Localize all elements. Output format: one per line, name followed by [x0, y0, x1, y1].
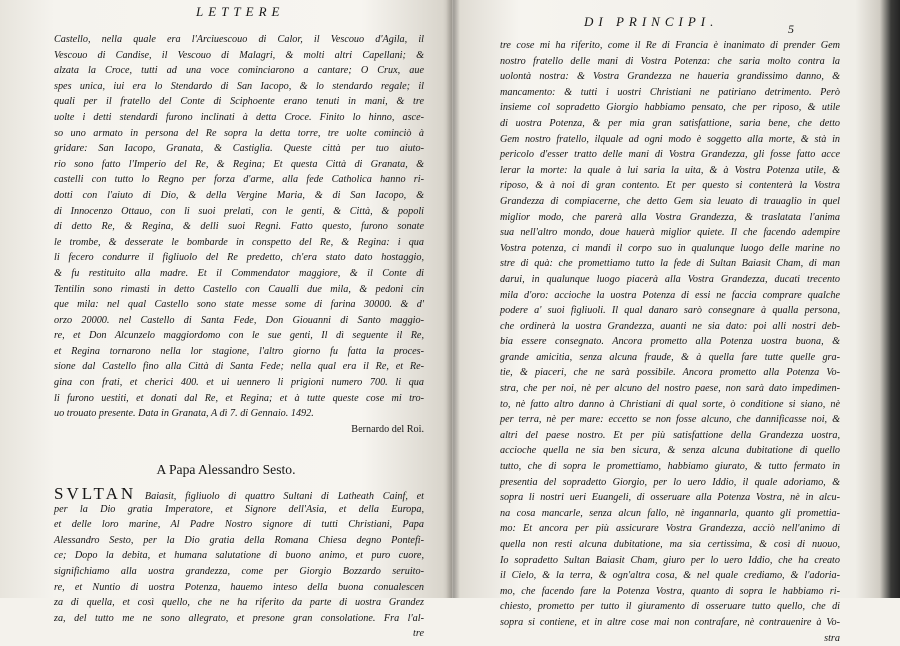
text-line: le trombe, & desserate le bombarde in conspetto del Re, & Regina: i qua: [54, 236, 424, 248]
text-line: nostro fratello delle mani di Vostra Potenza: che saria molto contra la: [500, 55, 840, 67]
text-line: sua nell'altro mondo, doue hauerà miglior quiete. Il che facendo adempire: [500, 227, 840, 239]
text-line: tre: [413, 628, 424, 640]
text-line: per la Dio gratia Imperatore, et Signore dell'Asia, et della Europa,: [54, 503, 424, 515]
text-line: mila d'oro: accioche la uostra Potenza di essi ne faccia comprare qualche: [500, 289, 840, 301]
text-line: di uostra Potenza, & per mia gran satisfattione, saria bene, che detto: [500, 117, 840, 129]
text-line: quella non resti alcuna dubitatione, ma sia certissima, & così di nuouo,: [500, 539, 840, 550]
text-line: rio sono fatto l'Imperio del Re, & Regina; Et questa Città di Granata, &: [54, 158, 424, 170]
text-line: quali per il fratello del Conte di Sciphoente erano tenuti in mani, & tre: [54, 96, 424, 108]
text-line: lerar la morte: la quale à lui saria la uita, & à Vostra Potenza utile, &: [500, 164, 840, 176]
running-head-left: LETTERE: [196, 4, 285, 19]
text-line: Tentilin sono rimasti in detto Castello con Caualli due mila, & pedoni cin: [54, 283, 424, 295]
text-line: spes unica, iui era lo Stendardo di San Iacopo, & lo stendardo regale; il: [54, 80, 424, 92]
running-head-right: DI PRINCIPI.: [584, 14, 719, 29]
text-line: que mila: nel qual Castello sono state messe some di farina 30000. & d': [54, 299, 424, 311]
right-body-text: [500, 38, 840, 646]
text-line: miglior modo, che parerà alla Vostra Grandezza, & traslatata l'anima: [500, 211, 840, 223]
text-line: pericolo d'esser tratto delle mani di Vostra Grandezza, gli fosse fatto acce: [500, 149, 840, 161]
text-line: orzo 20000. nel Castello di Santa Fede, Don Giouanni di Santo maggio-: [54, 314, 424, 326]
text-line: stre di quà: che promettiamo tutto la fede di Sultan Baiasit Cham, di man: [500, 258, 840, 270]
text-line: uo trouato presente. Data in Granata, A dì 7. di Gennaio. 1492.: [54, 408, 314, 420]
letter-text: [54, 486, 424, 642]
text-line: presentia del sopradetto Giorgio, per lo uero Iddio, il quale adoriamo, &: [500, 476, 840, 488]
text-line: Castello, nella quale era l'Arciuescouo di Calor, il Vescouo d'Agila, il: [54, 34, 424, 45]
text-line: Vescouo di Candise, il Vescouo di Malagri, & molti altri Capellani; &: [54, 49, 424, 61]
text-line: & fu restituito alla madre. Et il Commendator maggiore, & il Conte di: [54, 267, 424, 279]
text-line: Alessandro Sesto, per la Dio gratia della Romana Chiesa degno Pontefi-: [54, 534, 424, 546]
text-line: tie, & piaceri, che ne sarà possibile. Ancora prometto alla Potenza Vo-: [500, 367, 840, 379]
text-line: riposo, & à noi di gran contento. Et per questo si contenterà la Vostra: [500, 180, 840, 192]
text-line: li furono uestiti, et donati dal Re, et Regina; et à tutte queste cose mi tro-: [54, 392, 424, 404]
text-line: stra: [824, 632, 840, 644]
text-line: mo, che facendo fare la Potenza Vostra, quanto di sopra le habbiamo ri-: [500, 585, 840, 597]
text-line: il Cielo, & la terra, & ogn'altra cosa, & nel quale crediamo, & l'adoria-: [500, 570, 840, 582]
letter-first-line: SVLTAN Baiasit, figliuolo di quattro Sultani di Latheath Cainf, et: [54, 484, 425, 503]
text-line: ce; Dopo la debita, et humana salutatione di buono animo, et puro cuore,: [54, 550, 424, 562]
text-line: re, et Don Alcunzelo maggiordomo con le sue genti, Il dì seguente il Re,: [54, 330, 424, 342]
text-line: darui, in qualunque luogo piacerà alla Vostra Grandezza, ducati trecento: [500, 273, 840, 285]
text-line: sopra li nostri ueri Euangeli, di osseruare alla Potenza Vostra, nè in alcu-: [500, 492, 840, 504]
text-line: sione dal Castello fino alla Città di Santa Fede; nella qual era il Re, et Re-: [54, 361, 424, 373]
text-line: podere a' suoi figliuoli. Il qual danaro sarò consegnare à qualla persona,: [500, 305, 840, 317]
book-gutter: [446, 0, 460, 598]
text-line: na cosa mancarle, senza alcun fallo, nè ingannarla, quanto gli promettia-: [500, 507, 840, 519]
text-line: Vostra potenza, ci mandi il corpo suo in qualunque luogo delle marine no: [500, 242, 840, 254]
dropcap: SVLTAN: [54, 484, 137, 503]
right-page: [452, 0, 900, 644]
text-line: di detto Re, & Regina, & delli suoi Regni. Fatto questo, furono sonate: [54, 221, 424, 233]
text-line: bia essere consegnato. Ancora prometto alla Potenza uostra buona, &: [500, 336, 840, 348]
page-number: 5: [788, 22, 794, 36]
text-line: accioche quella ne sia ben sicura, & senza alcuna dubitatione di quello: [500, 445, 840, 457]
text-line: dotti con l'aiuto di Dio, & della Vergine Maria, & di San Iacopo, &: [54, 189, 424, 201]
text-line: so uno armato in persona del Re sopra la detta torre, tre uolte cominciò à: [54, 127, 424, 139]
text-line: et Regina tornarono nella lor stagione, l'altro giorno fu fatta la proces-: [54, 345, 424, 357]
signature: Bernardo del Roi.: [351, 424, 424, 435]
text-line: grande amicitia, senza alcuna fraude, & à quella fare tutte quelle gra-: [500, 351, 840, 363]
text-line: Grandezza di compiacerne, che detto Gem sia leuato di trauaglio in quel: [500, 195, 840, 207]
text-line: castelli con tutto lo Regno per forza d'arme, alla fede Catholica hanno ri-: [54, 174, 424, 186]
text-line: che ordinerà la uostra Grandezza, auanti ne sia dato: poi alli nostri deb-: [500, 320, 840, 332]
text-line: stra, che per noi, nè per alcuno del nostro paese, non sarà dato impedimen-: [500, 383, 840, 395]
text-line: gridare: San Iacopo, Granata, & Castiglia. Queste città per tuo aiuto-: [54, 143, 424, 155]
text-line: per terra, nè per mare: eccetto se non fosse alcuno, che dannificasse noi, &: [500, 414, 840, 426]
text-line: za, del tutto me ne sono allegrato, et presone gran consolatione. Fra l'al-: [54, 612, 424, 624]
text-line: Io sopradetto Sultan Baiasit Cham, giuro per lo uero Iddio, che ha creato: [500, 554, 840, 566]
text-line: uolte i detti stendardi furono inclinati à detta Croce. Finito lo hinno, asce-: [54, 111, 424, 123]
text-line: re, et Nuntio di uostra Potenza, hauemo inteso della buona conualescen: [54, 581, 424, 593]
text-line: di Innocenzo Ottauo, con li suoi prelati, con le genti, & Città, & popoli: [54, 205, 424, 217]
text-line: to, nè fatto altro danno à Christiani di qual sorte, ò conditione si siano, nè: [500, 398, 840, 410]
text-line: et delle loro marine, Al Padre Nostro signore di tutti Christiani, Papa: [54, 519, 424, 531]
left-page: [0, 0, 452, 640]
text-line: significhiamo alla uostra grandezza, come per Giorgio Bozzardo seruito-: [54, 565, 424, 577]
text-line: mo: Et ancora per più assicurare Vostra Grandezza, acciò nell'animo di: [500, 523, 840, 535]
left-body-text: [54, 32, 424, 422]
text-line: altri del paese nostro. Et per più satisfattione della Grandezza uostra,: [500, 429, 840, 441]
text-line: insieme col sopradetto Giorgio habbiamo pensato, che per riposo, & utile: [500, 102, 840, 114]
text-line: li fecero condurre il figliuolo del Re predetto, ch'era stato dato hostaggio,: [54, 252, 424, 264]
text-line: tre cose mi ha riferito, come il Re di Francia è inanimato di prender Gem: [500, 40, 840, 51]
text-line: mancamento: & tutti i uostri Christiani ne patiriano detrimento. Però: [500, 86, 840, 98]
text-line: sopra si contiene, et in altre cose mai non contrafare, nè contrauenire à Vo-: [500, 616, 840, 628]
text-line: gina con frati, et cherici 400. et ui uennero li prigioni numero 700. li qua: [54, 377, 424, 389]
text-line: za di quella, et così quello, che ne ha riferito da parte di uostra Grandez: [54, 597, 424, 609]
text-line: uolontà nostra: & Vostra Grandezza ne haueria grandissimo danno, &: [500, 71, 840, 83]
section-heading: A Papa Alessandro Sesto.: [156, 462, 296, 477]
text-line: tutto, che di sopra le promettiamo, habbiamo giurato, & tutto fermato in: [500, 461, 840, 473]
text-line: chiesto, prometto per tutto il giuramento di osseruare tutto quello, che di: [500, 601, 840, 613]
text-line: alzata la Croce, tutti ad una voce cominciarono a cantare; O Crux, aue: [54, 65, 424, 77]
text-line: Gem nostro fratello, ilquale ad ogni modo è soggetto alla morte, & stà in: [500, 133, 840, 145]
